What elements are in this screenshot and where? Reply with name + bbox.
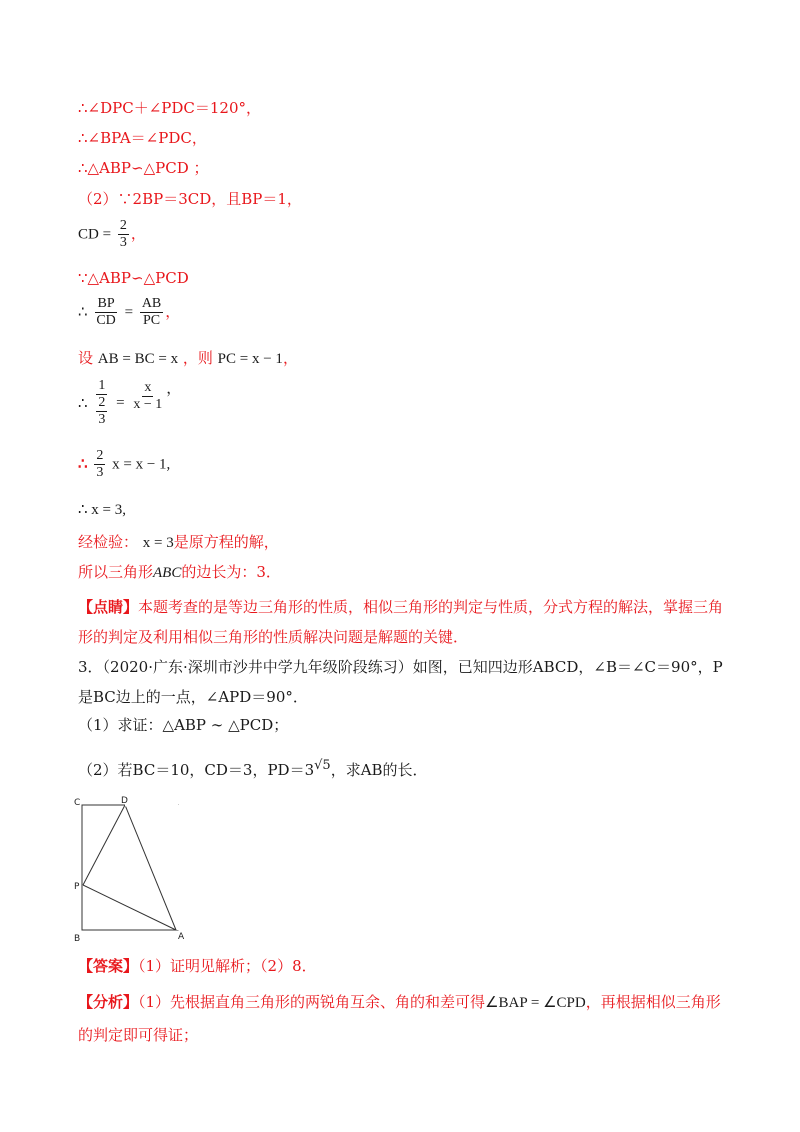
label-c: C xyxy=(74,798,81,808)
solution-line: ∴ x = 3, xyxy=(78,502,127,518)
cd-num: 2 xyxy=(119,218,127,233)
big-therefore: ∴ xyxy=(78,394,88,412)
q2-root: √5 xyxy=(314,758,331,773)
cd-den: 3 xyxy=(119,235,127,250)
complex-fraction-line xyxy=(78,378,181,428)
check-prefix: 经检验： xyxy=(78,533,139,551)
conclusion-var: ABC xyxy=(153,565,182,581)
analysis-block xyxy=(78,986,728,1051)
ratio-tail: ， xyxy=(165,302,181,321)
ratio-eq: = xyxy=(124,304,134,321)
linear-therefore: ∴ xyxy=(78,454,88,473)
cd-line xyxy=(78,218,146,251)
set-prefix: 设 xyxy=(78,349,94,367)
set-eq: AB = BC = x xyxy=(97,351,179,367)
inner-num: 2 xyxy=(98,395,106,410)
part2-given: （2）∵2BP＝3CD，且BP＝1， xyxy=(78,190,302,208)
ratio-therefore: ∴ xyxy=(78,302,88,321)
linear-line xyxy=(78,448,170,481)
set-tail: ， xyxy=(282,349,298,367)
ratio-num-2: AB xyxy=(141,296,162,311)
complex-num: 1 xyxy=(98,378,106,393)
ratio-den-2: PC xyxy=(142,313,161,328)
check-eq: x = 3 xyxy=(142,535,174,551)
conclusion-prefix: 所以三角形 xyxy=(78,563,154,581)
answer-line xyxy=(78,956,317,976)
linear-fraction xyxy=(94,448,105,481)
label-b: B xyxy=(74,934,81,944)
cd-tail: ， xyxy=(130,224,146,243)
rhs-num: x xyxy=(144,380,152,395)
problem3-q2 xyxy=(78,756,428,780)
problem3-q1: （1）求证：△ABP ∼ △PCD； xyxy=(78,716,289,734)
linear-den: 3 xyxy=(96,465,104,480)
complex-eq: = xyxy=(116,395,125,411)
label-p: P xyxy=(74,882,80,892)
inner-den: 3 xyxy=(98,412,106,427)
conclusion-line xyxy=(78,562,281,583)
label-a: A xyxy=(178,932,185,942)
ratio-den-1: CD xyxy=(96,313,116,328)
comment-block xyxy=(78,592,728,652)
q2-prefix: （2）若BC＝10，CD＝3，PD＝3 xyxy=(78,761,315,779)
segment-da xyxy=(125,805,176,930)
figure-rectangle xyxy=(82,805,178,930)
problem3-statement: 3．（2020·广东·深圳市沙井中学九年级阶段练习）如图，已知四边形ABCD，∠B＝∠C＝90°，P是BC边上的一点，∠APD＝90°． xyxy=(78,658,723,706)
linear-rest: x = x − 1, xyxy=(112,456,171,473)
segment-pa xyxy=(83,885,176,930)
set-mid: ，则 xyxy=(182,349,213,367)
conclusion-suffix: 的边长为：3． xyxy=(181,563,281,581)
comment-text: 本题考查的是等边三角形的性质，相似三角形的判定与性质，分式方程的解法，掌握三角形的判定及利用相似三角形的性质解决问题是解题的关键． xyxy=(78,598,724,646)
ratio-num-1: BP xyxy=(97,296,115,311)
cd-fraction xyxy=(118,218,129,251)
geometry-figure xyxy=(70,795,190,945)
analysis-prefix: （1）先根据直角三角形的两锐角互余、角的和差可得 xyxy=(138,993,486,1011)
analysis-eq: ∠BAP = ∠CPD xyxy=(485,995,586,1011)
answer-text: （1）证明见解析；（2）8． xyxy=(138,957,317,975)
check-suffix: 是原方程的解， xyxy=(173,533,279,551)
ratio-line xyxy=(78,296,180,329)
complex-fraction xyxy=(94,378,109,428)
similar-line: ∵△ABP∽△PCD xyxy=(78,269,189,287)
ratio-fraction-2 xyxy=(140,296,163,329)
answer-tag: 【答案】 xyxy=(78,957,139,975)
complex-tail: ， xyxy=(166,379,182,397)
q2-suffix: ，求AB的长． xyxy=(330,761,428,779)
cd-lhs: CD = xyxy=(78,226,112,243)
set-line xyxy=(78,348,298,369)
rhs-den: x − 1 xyxy=(133,397,163,412)
set-eq-2: PC = x − 1 xyxy=(217,351,283,367)
step-line-3: ∴△ABP∽△PCD ； xyxy=(78,159,209,177)
analysis-tag: 【分析】 xyxy=(78,993,139,1011)
segment-pd xyxy=(83,805,125,885)
rhs-fraction xyxy=(131,380,164,413)
check-line xyxy=(78,532,279,553)
step-line-2: ∴∠BPA＝∠PDC， xyxy=(78,129,207,147)
analysis-suffix: ，再根据相似三角形的判定即可得证； xyxy=(78,993,721,1044)
complex-den xyxy=(94,395,109,428)
ratio-fraction-1 xyxy=(94,296,117,329)
label-d: D xyxy=(121,796,128,806)
comment-tag: 【点睛】 xyxy=(78,598,139,616)
linear-num: 2 xyxy=(96,448,104,463)
step-line-1: ∴∠DPC＋∠PDC＝120°， xyxy=(78,99,262,117)
